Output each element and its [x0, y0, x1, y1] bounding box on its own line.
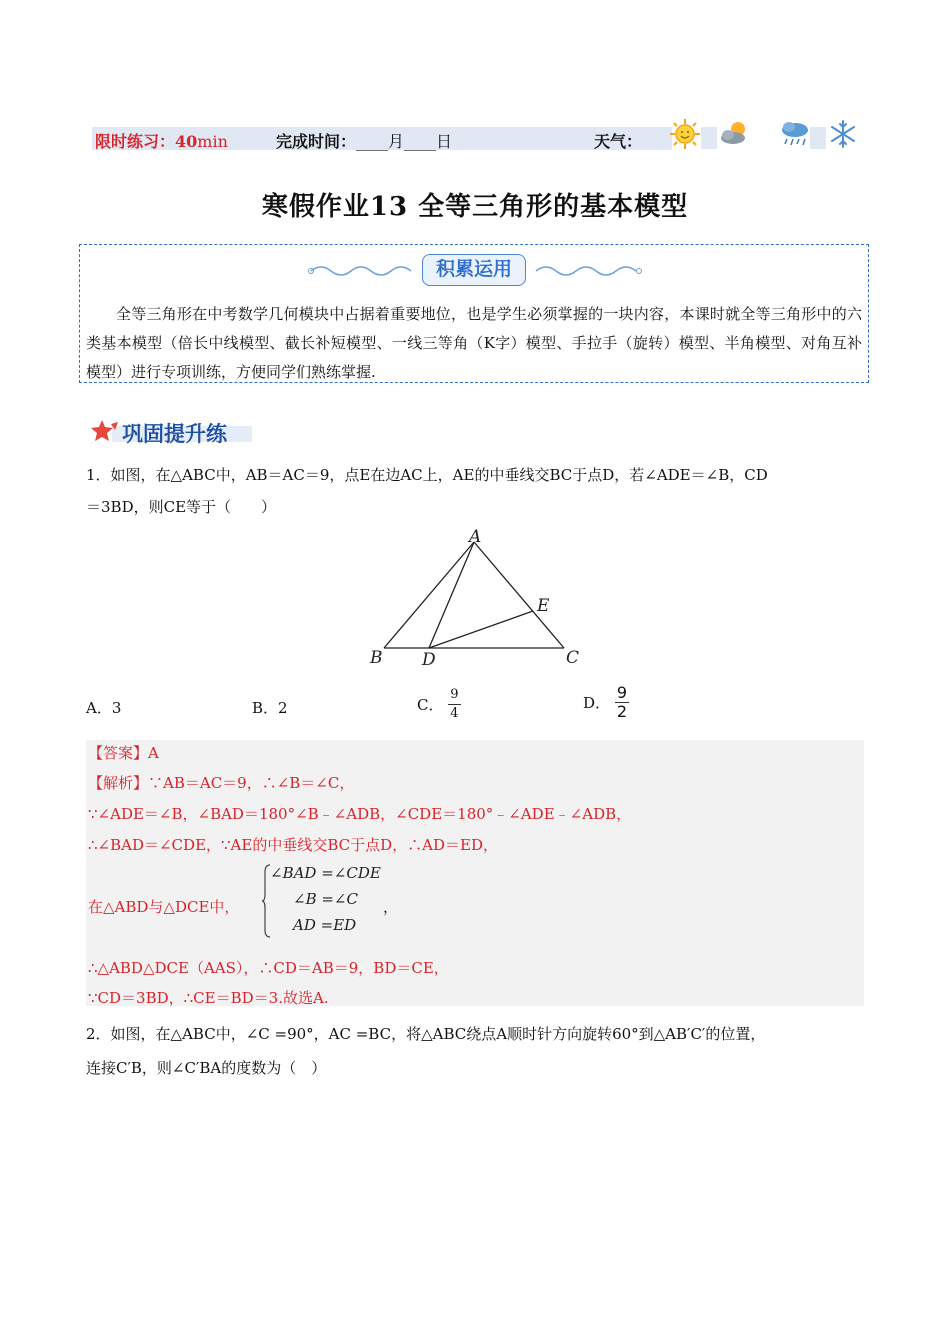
weather-box — [701, 127, 717, 149]
system-eq-1: ∠BAD =∠CDE — [270, 864, 381, 882]
q1-triangle-figure — [366, 526, 586, 671]
q2-line1: 2．如图，在△ABC中，∠C =90°，AC =BC，将△ABC绕点A顺时针方向旋转60°到△AB′C′的位置， — [86, 1025, 766, 1043]
partly-cloudy-icon — [718, 117, 752, 151]
banner-accumulate: 积累运用 — [422, 254, 526, 286]
q1-option-d[interactable]: D． $\frac{9}{2}$ — [583, 683, 627, 721]
solution-line-1: 【解析】∵AB＝AC＝9，∴∠B＝∠C， — [88, 774, 355, 792]
q1-option-b[interactable]: B．2 — [252, 699, 288, 717]
answer-label: 【答案】A — [88, 744, 159, 762]
time-limit: 限时练习：40min — [95, 132, 228, 151]
q1-line2: ＝3BD，则CE等于（ ） — [86, 498, 277, 516]
system-eq-3: AD =ED — [293, 916, 357, 934]
weather-label: 天气： — [594, 132, 643, 151]
label-d: D — [422, 650, 436, 670]
label-b: B — [370, 648, 383, 668]
sun-icon — [668, 117, 702, 151]
solution-line-3: ∴∠BAD＝∠CDE，∵AE的中垂线交BC于点D，∴AD＝ED， — [88, 836, 498, 854]
q1-option-c[interactable]: C． $\frac{9}{4}$ — [417, 687, 459, 721]
weather-box — [810, 127, 826, 149]
intro-text: 全等三角形在中考数学几何模块中占据着重要地位，也是学生必须掌握的一块内容，本课时就全等三角形中的六类基本模型（倍长中线模型、截长补短模型、一线三等角（K字）模型、手拉手（旋转）模型、半角模型、对角互补模型）进行专项训练，方便同学们熟练掌握. — [86, 305, 862, 381]
label-e: E — [537, 596, 550, 616]
system-comma: ， — [383, 898, 399, 916]
solution-line-5: ∴△ABD△DCE（AAS），∴CD＝AB＝9，BD＝CE， — [88, 959, 449, 977]
label-c: C — [566, 648, 580, 668]
solution-line-2: ∵∠ADE＝∠B，∠BAD＝180°∠B﹣∠ADB，∠CDE＝180°﹣∠ADE﹣∠ADB， — [88, 805, 632, 823]
solution-line-4: 在△ABD与△DCE中， — [88, 898, 240, 916]
rain-cloud-icon — [778, 117, 812, 151]
q1-option-a[interactable]: A．3 — [86, 699, 122, 717]
q2-line2: 连接C′B，则∠C′BA的度数为（ ） — [86, 1059, 327, 1077]
section-title: 巩固提升练 — [122, 422, 227, 446]
q1-line1: 1．如图，在△ABC中，AB＝AC＝9，点E在边AC上，AE的中垂线交BC于点D，若∠ADE＝∠B，CD — [86, 466, 768, 484]
system-eq-2: ∠B =∠C — [293, 890, 358, 908]
solution-line-6: ∵CD＝3BD，∴CE＝BD＝3.故选A. — [88, 989, 329, 1007]
star-icon — [90, 418, 120, 444]
label-a: A — [469, 527, 482, 547]
finish-time: 完成时间：____月____日 — [276, 132, 453, 151]
snowflake-icon — [826, 117, 860, 151]
page-title: 寒假作业13 全等三角形的基本模型 — [261, 192, 689, 222]
